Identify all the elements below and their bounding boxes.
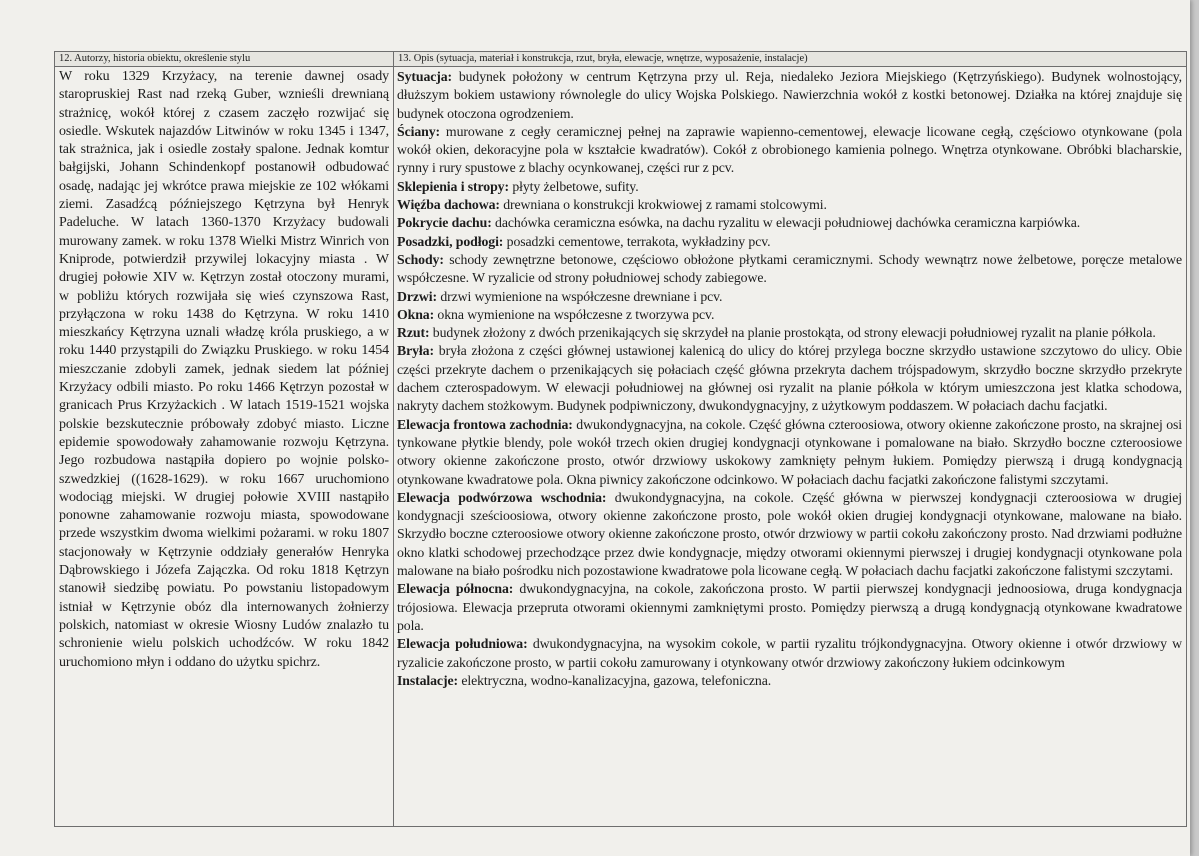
section-schody: [397, 251, 1182, 288]
section-label: Okna:: [397, 306, 435, 322]
section-text: płyty żelbetowe, sufity.: [508, 178, 639, 194]
section-label: Pokrycie dachu:: [397, 215, 492, 231]
description-column-header: 13. Opis (sytuacja, materiał i konstrukcja, rzut, bryła, elewacje, wnętrze, wyposażenie, instalacje): [394, 52, 1186, 67]
record-card: [54, 51, 1187, 827]
section-text: drewniana o konstrukcji krokwiowej z ramami stolcowymi.: [499, 197, 827, 213]
section-label: Elewacja frontowa zachodnia:: [397, 416, 573, 432]
section-text: dwukondygnacyjna, na wysokim cokole, w partii ryzalitu trójkondygnacyjna. Otwory okienne i otwór drzwiowy w ryzalicie zakończone prosto, w partii cokołu zamurowany i otynkowany otwór drzwiowy zakończony łukiem odcinkowym: [397, 636, 1182, 670]
section-sklepienia: [397, 178, 1182, 196]
description-body: [394, 67, 1186, 690]
section-text: budynek położony w centrum Kętrzyna przy ul. Reja, niedaleko Jeziora Miejskiego (Kętrzyńskiego). Budynek wolnostojący, dłuższym bokiem ustawiony równolegle do ulicy Wojska Polskiego. Nawierzchnia wokół z kostki betonowej. Działka na której znajduje się budynek otoczona ogrodzeniem.: [397, 69, 1182, 121]
section-label: Sklepienia i stropy:: [397, 178, 509, 194]
section-wiezba: [397, 196, 1182, 214]
section-elewacja-zachodnia: [397, 416, 1182, 489]
section-label: Sytuacja:: [397, 69, 453, 84]
section-label: Rzut:: [397, 325, 430, 341]
section-label: Instalacje:: [397, 672, 458, 688]
section-bryla: [397, 342, 1182, 415]
section-text: schody zewnętrzne betonowe, częściowo obłożone płytkami ceramicznymi. Schody wewnątrz nowe żelbetowe, poręcze metalowe współczesne. W ryzalicie od strony południowej schody zabiegowe.: [397, 251, 1182, 286]
section-text: dachówka ceramiczna esówka, na dachu ryzalitu w elewacji południowej dachówka ceramiczna karpiówka.: [491, 215, 1081, 231]
history-text: W roku 1329 Krzyżacy, na terenie dawnej osady staropruskiej Rast nad rzeką Guber, wznieśli drewnianą strażnicę, wokół której z czasem zaczęło rozwijać się osiedle. Wskutek najazdów Litwinów w roku 1345 i 1347, tak strażnica, jak i osiedle zostały spalone. Jednak komtur bałgijski, Johann Schindenkopf postanowił odbudować osadę, nadając jej wkrótce prawa miejskie ze 102 włókami ziemi. Zasadźcą późniejszego Kętrzyna był Henryk Padeluche. W latach 1360-1370 Krzyżacy budowali murowany zamek. w roku 1378 Wielki Mistrz Winrich von Kniprode, potwierdził przywilej lokacyjny miasta . W drugiej połowie XIV w. Kętrzyn został otoczony murami, w pobliżu których rozwijała się wieś czynszowa Rast, przyłączona w roku 1438 do Kętrzyna. W roku 1410 mieszkańcy Kętrzyna uznali władzę króla pruskiego, a w roku 1440 przystąpili do Związku Pruskiego. w roku 1454 mieszczanie zdobyli zamek, jednak siedem lat później Krzyżacy odbili miasto. Po roku 1466 Kętrzyn pozostał w granicach Prus Krzyżackich . W latach 1519-1521 wojska polskie bezskutecznie próbowały zdobyć miasto. Liczne epidemie spowodowały zahamowanie rozwoju Kętrzyna. Jego rozbudowa nastąpiła dopiero po wojnie polsko-szwedzkiej ((1628-1629). w roku 1667 uruchomiono wodociąg miejski. W drugiej połowie XVIII nastąpiło ponowne zahamowanie rozwoju miasta, spowodowane przede wszystkim dwoma wielkimi pożarami. w roku 1807 stacjonowały w Kętrzynie oddziały generałów Henryka Dąbrowskiego i Józefa Zajączka. Od roku 1818 Kętrzyn stanowił siedzibę powiatu. Po powstaniu listopadowym istniał w Kętrzynie obóz dla internowanych żołnierzy polskich, natomiast w okresie Wiosny Ludów znalazło tu schronienie wielu polskich uchodźców. W roku 1842 uruchomiono młyn i oddano do użytku spichrz.: [59, 69, 389, 670]
section-pokrycie: [397, 214, 1182, 232]
section-text: dwukondygnacyjna, na cokole, zakończona prosto. W partii pierwszej kondygnacji jednoosiowa, druga kondygnacja trójosiowa. Elewacja przepruta otworami okiennymi zamkniętymi prosto. Pomiędzy pierwszą a drugą kondygnacją otynkowane kwadratowe pola.: [397, 581, 1182, 633]
section-text: posadzki cementowe, terrakota, wykładziny pcv.: [503, 233, 771, 249]
section-label: Schody:: [397, 251, 444, 267]
section-label: Posadzki, podłogi:: [397, 233, 504, 249]
section-elewacja-polnocna: [397, 580, 1182, 635]
history-column: [55, 52, 394, 826]
section-text: murowane z cegły ceramicznej pełnej na zaprawie wapienno-cementowej, elewacje licowane cegłą, częściowo otynkowane (pola wokół okien, dekoracyjne pola w kształcie kwadratów). Cokół z obrobionego kamienia polnego. Wnętrza otynkowane. Obróbki blacharskie, rynny i rury spustowe z blachy ocynkowanej, części rur z pcv.: [397, 123, 1182, 176]
section-text: elektryczna, wodno-kanalizacyjna, gazowa, telefoniczna.: [457, 672, 772, 688]
section-label: Ściany:: [397, 123, 440, 139]
section-text: okna wymienione na współczesne z tworzywa pcv.: [434, 306, 715, 322]
section-okna: [397, 306, 1182, 324]
section-text: drzwi wymienione na współczesne drewniane i pcv.: [437, 288, 723, 304]
section-label: Elewacja południowa:: [397, 636, 528, 652]
section-rzut: [397, 324, 1182, 342]
section-instalacje: [397, 672, 1182, 690]
section-label: Elewacja podwórzowa wschodnia:: [397, 489, 607, 505]
section-drzwi: [397, 288, 1182, 306]
section-elewacja-wschodnia: [397, 489, 1182, 580]
section-label: Bryła:: [397, 343, 434, 359]
section-posadzki: [397, 233, 1182, 251]
history-column-header: 12. Autorzy, historia obiektu, określenie stylu: [55, 52, 393, 67]
section-text: dwukondygnacyjna, na cokole. Część główna czteroosiowa, otwory okienne zakończone prosto, na skrajnej osi tynkowane płytkie blendy, pole wokół trzech okien drugiej kondygnacji otynkowane i pomalowane na biało. Skrzydło boczne czteroosiowe otwory okienne zakończone prosto, otwór drzwiowy uskokowy zamknięty pełnym łukiem. Pomiędzy pierwszą i drugą kondygnacją otynkowane kwadratowe pola. Okna piwnicy zakończone odcinkowo. W połaciach dachu facjatki zakończone falistymi szczytami.: [397, 416, 1182, 487]
section-text: dwukondygnacyjna, na cokole. Część główna w pierwszej kondygnacji czteroosiowa w drugiej kondygnacji sześcioosiowa, otwory okienne zakończone prosto, pole wokół okien drugiej kondygnacji otynkowane, malowane na biało. Skrzydło boczne czteroosiowe otwory okienne zakończone prosto, otwór drzwiowy w partii cokołu zakończony prosto. Nad drzwiami podłużne okno klatki schodowej przechodzące przez dwie kondygnacje, między otworami okiennymi pierwszej i drugiej kondygnacji otynkowane pola malowane na biało pośrodku nich pozostawione kwadratowe pola licowane cegłą. W połaciach dachu facjatki zakończone falistymi szczytami.: [397, 489, 1182, 579]
description-column: [394, 52, 1186, 826]
section-label: Drzwi:: [397, 288, 438, 304]
section-sciany: [397, 123, 1182, 178]
section-label: Więźba dachowa:: [397, 197, 500, 213]
section-text: budynek złożony z dwóch przenikających się skrzydeł na planie prostokąta, od strony elewacji południowej ryzalit na planie półkola.: [429, 325, 1156, 341]
section-elewacja-poludniowa: [397, 635, 1182, 672]
section-sytuacja: [397, 68, 1182, 123]
section-text: bryła złożona z części głównej ustawionej kalenicą do ulicy do której przylega boczne skrzydło ustawione szczytowo do ulicy. Obie części przekryte dachem o przenikających się połaciach część główna przekryta dachem trójspadowym, skrzydło boczne skrzydło przekryte dachem czterospadowym. W elewacji południowej na głównej osi ryzalit na planie półkola w którym umieszczona jest klatka schodowa, nakryty dachem stożkowym. Budynek podpiwniczony, dwukondygnacyjny, z użytkowym poddaszem. W połaciach dachu facjatki.: [397, 343, 1182, 414]
section-label: Elewacja północna:: [397, 581, 514, 597]
